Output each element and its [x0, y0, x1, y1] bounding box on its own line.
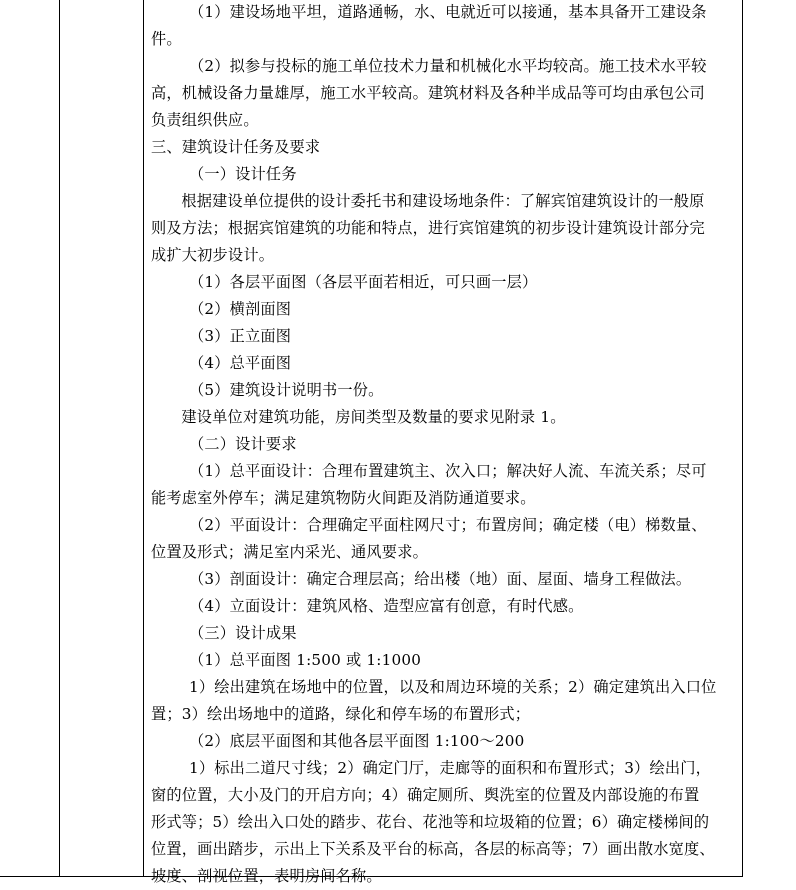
text-line: 能考虑室外停车；满足建筑物防火间距及消防通道要求。 — [151, 489, 536, 507]
text-line: 1）标出二道尺寸线；2）确定门厅，走廊等的面积和布置形式；3）绘出门， — [189, 759, 711, 777]
paragraph-p10 — [151, 377, 735, 404]
text-line: （2）横剖面图 — [189, 300, 292, 318]
document-body — [151, 0, 735, 890]
paragraph-p20 — [151, 728, 735, 755]
text-line: 成扩大初步设计。 — [151, 246, 275, 264]
text-line: 负责组织供应。 — [151, 111, 259, 129]
paragraph-p15 — [151, 566, 735, 593]
text-line: 窗的位置，大小及门的开启方向；4）确定厕所、舆洗室的位置及内部设施的布置 — [151, 786, 700, 804]
text-line: （4）立面设计：建筑风格、造型应富有创意，有时代感。 — [189, 597, 584, 615]
text-line: （4）总平面图 — [189, 354, 292, 372]
paragraph-p12 — [151, 431, 735, 458]
paragraph-p1 — [151, 0, 735, 53]
text-line: （1）建设场地平坦，道路通畅，水、电就近可以接通，基本具备开工建设条 — [189, 3, 707, 21]
paragraph-p9 — [151, 350, 735, 377]
paragraph-p4 — [151, 161, 735, 188]
text-line: 件。 — [151, 30, 182, 48]
paragraph-p11 — [151, 404, 735, 431]
text-line: （1）总平面图 1:500 或 1:1000 — [189, 651, 422, 669]
paragraph-p14 — [151, 512, 735, 566]
text-line: （5）建筑设计说明书一份。 — [189, 381, 384, 399]
text-line: 置；3）绘出场地中的道路，绿化和停车场的布置形式； — [151, 705, 531, 723]
text-line: （三）设计成果 — [189, 624, 297, 642]
text-line: （1）总平面设计：合理布置建筑主、次入口；解决好人流、车流关系；尽可 — [189, 462, 707, 480]
text-line: 高，机械设备力量雄厚，施工水平较高。建筑材料及各种半成品等可均由承包公司 — [151, 84, 705, 102]
paragraph-p19 — [151, 674, 735, 728]
table-border-inner — [143, 0, 144, 877]
text-line: 则及方法；根据宾馆建筑的功能和特点，进行宾馆建筑的初步设计建筑设计部分完 — [151, 219, 705, 237]
paragraph-p18 — [151, 647, 735, 674]
paragraph-p2 — [151, 53, 735, 134]
text-line: （二）设计要求 — [189, 435, 297, 453]
text-line: 三、建筑设计任务及要求 — [151, 138, 321, 156]
paragraph-p21 — [151, 755, 735, 890]
paragraph-p5 — [151, 188, 735, 269]
paragraph-p6 — [151, 269, 735, 296]
paragraph-p8 — [151, 323, 735, 350]
text-line: （3）正立面图 — [189, 327, 292, 345]
text-line: 形式等；5）绘出入口处的踏步、花台、花池等和垃圾箱的位置；6）确定楼梯间的 — [151, 813, 710, 831]
text-line: （2）底层平面图和其他各层平面图 1:100～200 — [189, 732, 525, 750]
text-line: 1）绘出建筑在场地中的位置，以及和周边环境的关系；2）确定建筑出入口位 — [189, 678, 717, 696]
text-line: （3）剖面设计：确定合理层高；给出楼（地）面、屋面、墙身工程做法。 — [189, 570, 692, 588]
text-line: 位置及形式；满足室内采光、通风要求。 — [151, 543, 428, 561]
paragraph-p13 — [151, 458, 735, 512]
text-line: 根据建设单位提供的设计委托书和建设场地条件：了解宾馆建筑设计的一般原 — [181, 192, 705, 210]
text-line: （2）平面设计：合理确定平面柱网尺寸；布置房间；确定楼（电）梯数量、 — [189, 516, 707, 534]
text-line: （1）各层平面图（各层平面若相近，可只画一层） — [189, 273, 538, 291]
text-line: （2）拟参与投标的施工单位技术力量和机械化水平均较高。施工技术水平较 — [189, 57, 707, 75]
paragraph-p3 — [151, 134, 735, 161]
text-line: 建设单位对建筑功能，房间类型及数量的要求见附录 1。 — [181, 408, 566, 426]
text-line: （一）设计任务 — [189, 165, 297, 183]
paragraph-p16 — [151, 593, 735, 620]
text-line: 坡度、剖视位置，表明房间名称。 — [151, 867, 382, 885]
table-border-left — [59, 0, 60, 877]
paragraph-p7 — [151, 296, 735, 323]
text-line: 位置，画出踏步，示出上下关系及平台的标高，各层的标高等；7）画出散水宽度、 — [151, 840, 715, 858]
paragraph-p17 — [151, 620, 735, 647]
table-border-right — [742, 0, 743, 877]
